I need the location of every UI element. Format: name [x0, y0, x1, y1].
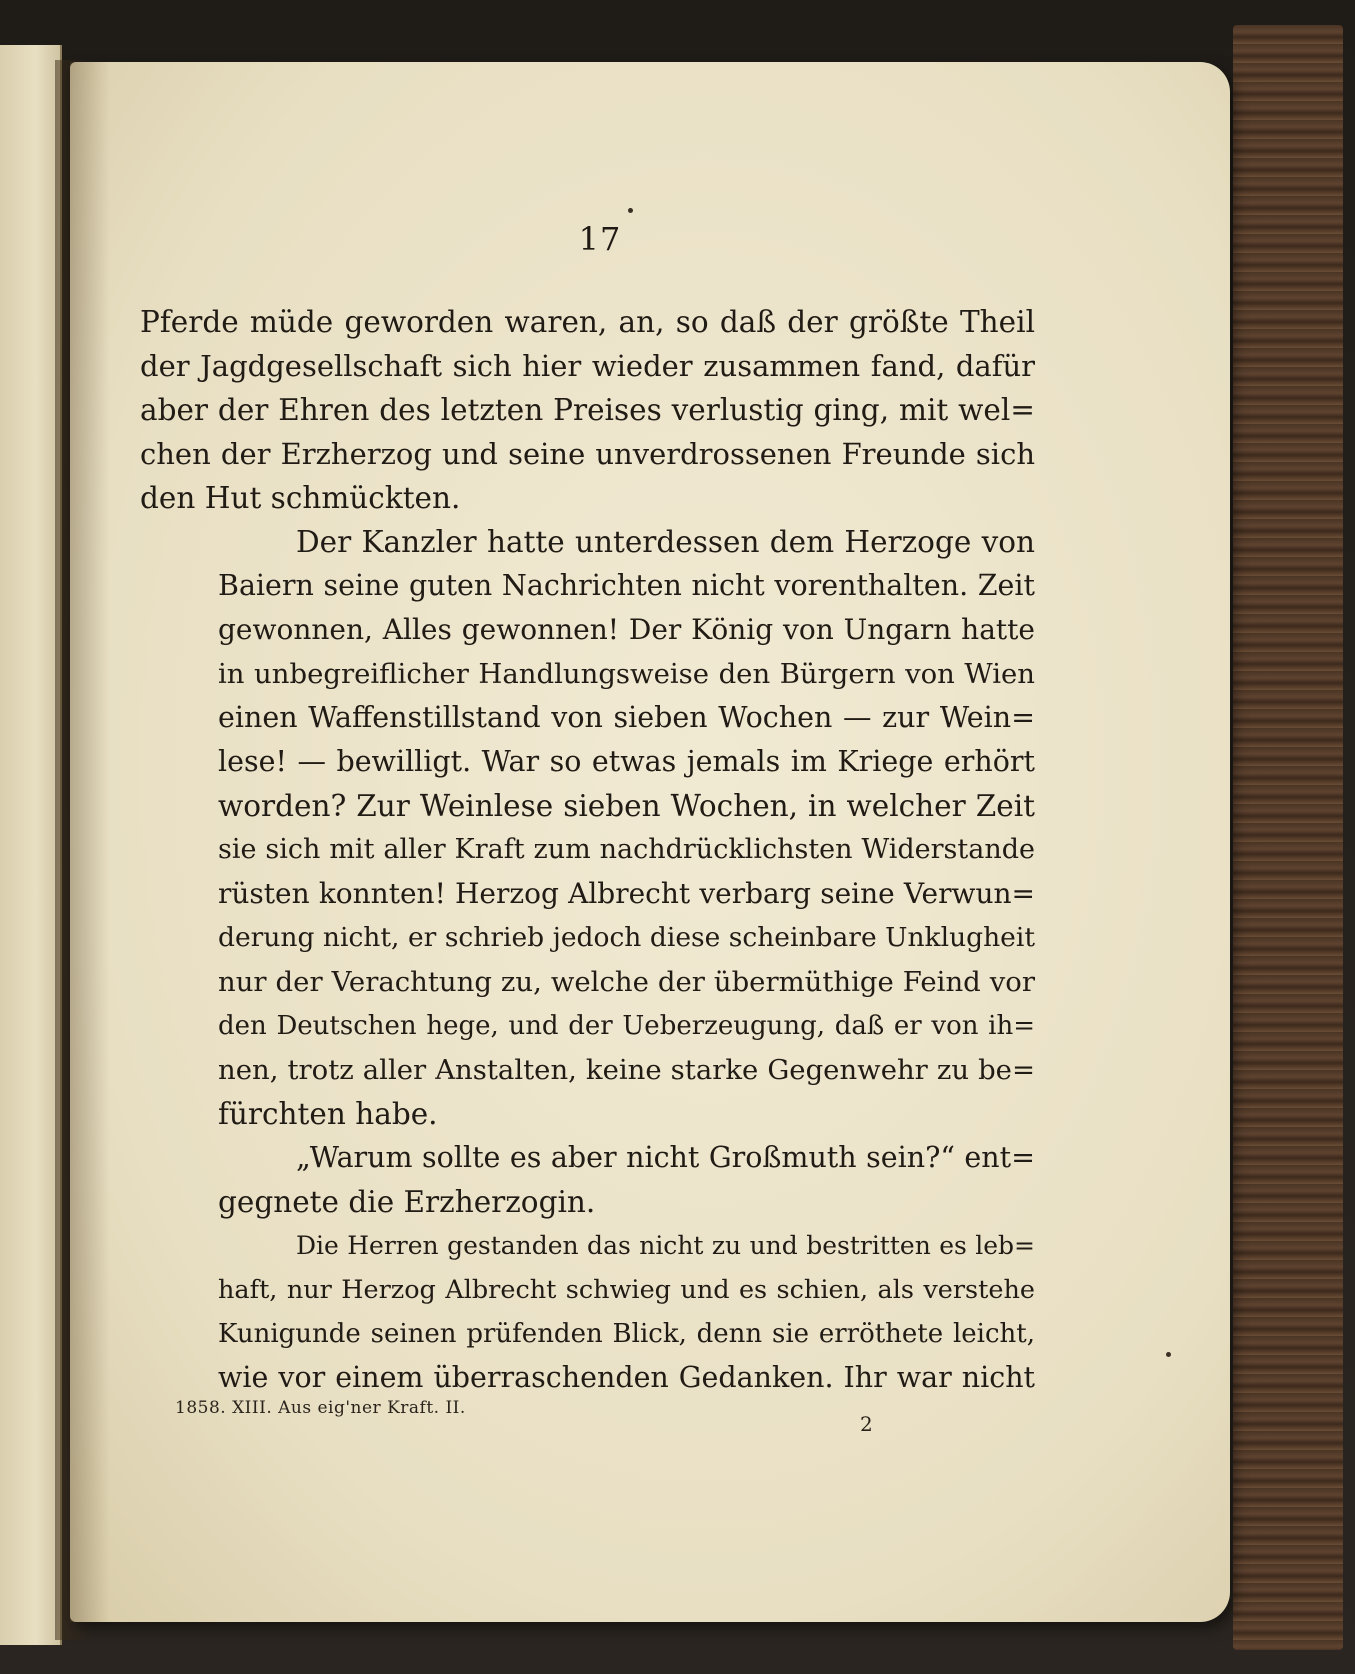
- text-line: der Jagdgesellschaft sich hier wieder zusammen fand, dafür: [140, 349, 1035, 383]
- text-line: Der Kanzler hatte unterdessen dem Herzoge von: [296, 525, 1035, 559]
- text-line: gewonnen, Alles gewonnen! Der König von Ungarn hatte: [218, 613, 1035, 646]
- text-line: haft, nur Herzog Albrecht schwieg und es schien, als verstehe: [218, 1275, 1035, 1305]
- paragraph-4: [140, 1224, 1035, 1400]
- text-line: nen, trotz aller Anstalten, keine starke Gegenwehr zu be=: [218, 1054, 1035, 1086]
- text-line: nur der Verachtung zu, welche der übermüthige Feind vor: [218, 966, 1035, 998]
- paper-speck: [1166, 1352, 1171, 1357]
- page-text-block: [140, 300, 1035, 1400]
- text-line: worden? Zur Weinlese sieben Wochen, in welcher Zeit: [218, 789, 1035, 823]
- text-line: derung nicht, er schrieb jedoch diese scheinbare Unklugheit: [218, 922, 1035, 953]
- text-line: aber der Ehren des letzten Preises verlustig ging, mit wel=: [140, 393, 1035, 427]
- paper-speck: [628, 208, 633, 213]
- text-line: Baiern seine guten Nachrichten nicht vorenthalten. Zeit: [218, 569, 1035, 602]
- text-line: Pferde müde geworden waren, an, so daß der größte Theil: [140, 305, 1035, 339]
- page-number: 17: [578, 220, 622, 258]
- text-line: Kunigunde seinen prüfenden Blick, denn sie erröthete leicht,: [218, 1319, 1035, 1349]
- text-line: fürchten habe.: [218, 1097, 438, 1131]
- text-line: Die Herren gestanden das nicht zu und bestritten es leb=: [296, 1231, 1035, 1260]
- text-line: gegnete die Erzherzogin.: [218, 1185, 596, 1219]
- text-line: wie vor einem überraschenden Gedanken. Ihr war nicht: [218, 1361, 1035, 1394]
- text-line: lese! — bewilligt. War so etwas jemals im Kriege erhört: [218, 745, 1035, 778]
- text-line: rüsten konnten! Herzog Albrecht verbarg seine Verwun=: [218, 877, 1035, 910]
- page-gutter-shade: [70, 62, 110, 1622]
- paragraph-3: [140, 1136, 1035, 1224]
- text-line: den Hut schmückten.: [140, 481, 461, 515]
- text-line: sie sich mit aller Kraft zum nachdrücklichsten Widerstande: [218, 834, 1035, 865]
- left-page-edge: [0, 45, 62, 1645]
- printer-footer-note: 1858. XIII. Aus eig'ner Kraft. II.: [175, 1398, 466, 1418]
- book-cover-edge: [1233, 25, 1343, 1650]
- paragraph-1: [140, 300, 1035, 520]
- text-line: einen Waffenstillstand von sieben Wochen — zur Wein=: [218, 701, 1035, 734]
- text-line: in unbegreiflicher Handlungsweise den Bürgern von Wien: [218, 658, 1035, 690]
- text-line: chen der Erzherzog und seine unverdrossenen Freunde sich: [140, 437, 1035, 471]
- text-line: den Deutschen hege, und der Ueberzeugung, daß er von ih=: [218, 1011, 1035, 1041]
- text-line: „Warum sollte es aber nicht Großmuth sein?“ ent=: [296, 1141, 1035, 1174]
- paragraph-2: [140, 520, 1035, 1136]
- signature-mark: 2: [860, 1412, 873, 1436]
